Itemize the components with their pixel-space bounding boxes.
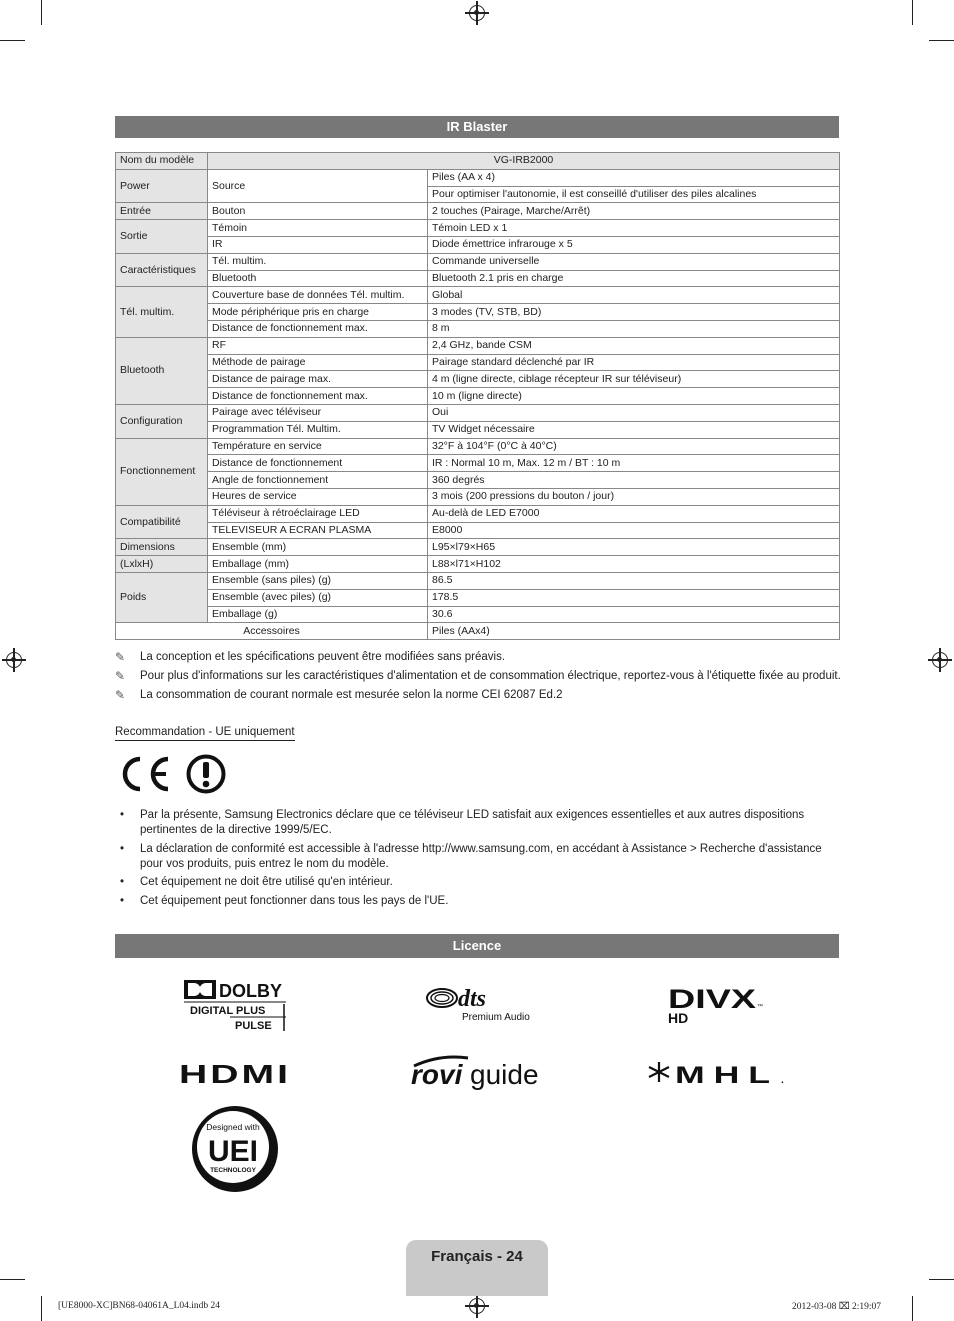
pencil-note-icon: ✎ [115, 669, 126, 683]
spec-table [115, 152, 840, 640]
svg-text:™: ™ [757, 1004, 763, 1010]
value-cell: 4 m (ligne directe, ciblage récepteur IR sur téléviseur) [428, 371, 840, 388]
crop-mark [929, 40, 954, 41]
item-cell: Heures de service [208, 488, 428, 505]
divx-hd-logo-icon [667, 984, 769, 1026]
value-cell: L95×l79×H65 [428, 539, 840, 556]
value-cell: 178.5 [428, 589, 840, 606]
category-cell: Fonctionnement [116, 438, 208, 505]
svg-text:DIVX: DIVX [668, 984, 756, 1014]
category-cell: Power [116, 169, 208, 203]
section-header-licence: Licence [115, 934, 839, 958]
rovi-guide-logo-icon [410, 1052, 546, 1092]
value-cell: TV Widget nécessaire [428, 421, 840, 438]
item-cell: RF [208, 337, 428, 354]
table-row [116, 455, 840, 472]
table-row [116, 354, 840, 371]
notes-list [115, 648, 841, 705]
item-cell: Téléviseur à rétroéclairage LED [208, 505, 428, 522]
table-row [116, 505, 840, 522]
value-cell: 86.5 [428, 572, 840, 589]
dolby-logo-icon [184, 978, 288, 1034]
table-row [116, 488, 840, 505]
table-row [116, 371, 840, 388]
table-row [116, 169, 840, 186]
table-row [116, 287, 840, 304]
recommendation-title: Recommandation - UE uniquement [115, 726, 295, 741]
svg-text:dts: dts [458, 986, 487, 1012]
item-cell: Bluetooth [208, 270, 428, 287]
table-row [116, 421, 840, 438]
table-row [116, 472, 840, 489]
ce-alert-icon [116, 753, 228, 795]
item-cell: Source [208, 169, 428, 203]
item-cell: Distance de fonctionnement max. [208, 320, 428, 337]
item-cell: Angle de fonctionnement [208, 472, 428, 489]
mhl-logo-icon [647, 1058, 791, 1088]
accessories-value-cell: Piles (AAx4) [428, 623, 840, 640]
value-cell: L88×l71×H102 [428, 556, 840, 573]
value-cell: Piles (AA x 4) [428, 169, 840, 186]
crop-mark [41, 0, 42, 25]
item-cell: Mode périphérique pris en charge [208, 304, 428, 321]
value-cell: Global [428, 287, 840, 304]
slug-right: 2012-03-08 ⌧ 2:19:07 [792, 1302, 882, 1312]
item-cell: Température en service [208, 438, 428, 455]
category-cell: Dimensions [116, 539, 208, 556]
category-cell: Configuration [116, 404, 208, 438]
pencil-note-icon: ✎ [115, 688, 126, 702]
value-cell: 2 touches (Pairage, Marche/Arrêt) [428, 203, 840, 220]
crop-mark [0, 1279, 25, 1280]
item-cell: Méthode de pairage [208, 354, 428, 371]
value-cell: 8 m [428, 320, 840, 337]
svg-text:guide: guide [470, 1059, 539, 1090]
category-cell: Bluetooth [116, 337, 208, 404]
table-row [116, 539, 840, 556]
value-cell: Pairage standard déclenché par IR [428, 354, 840, 371]
value-cell: Au-delà de LED E7000 [428, 505, 840, 522]
table-row [116, 203, 840, 220]
svg-text:MHL: MHL [675, 1062, 779, 1088]
crop-mark [929, 1279, 954, 1280]
category-cell: (LxlxH) [116, 556, 208, 573]
svg-text:DIGITAL PLUS: DIGITAL PLUS [190, 1005, 266, 1017]
table-row [116, 572, 840, 589]
svg-text:PULSE: PULSE [235, 1020, 272, 1032]
table-row [116, 320, 840, 337]
svg-text:rovi: rovi [411, 1059, 463, 1090]
value-cell: Oui [428, 404, 840, 421]
crop-mark [912, 1296, 913, 1321]
item-cell: Tél. multim. [208, 253, 428, 270]
list-item: • La déclaration de conformité est accessible à l'adresse http://www.samsung.com, en accédant à Assistance > Recherche d'assistance pour vos produits, puis entrez le nom du modèle. [120, 842, 822, 870]
table-row [116, 623, 840, 640]
svg-text:Designed with: Designed with [206, 1122, 260, 1132]
accessories-label-cell: Accessoires [116, 623, 428, 640]
note-item: ✎ La consommation de courant normale est mesurée selon la norme CEI 62087 Ed.2 [115, 686, 841, 705]
category-cell: Poids [116, 572, 208, 622]
value-cell: 3 modes (TV, STB, BD) [428, 304, 840, 321]
table-row [116, 236, 840, 253]
item-cell: Emballage (mm) [208, 556, 428, 573]
svg-text:.: . [781, 1075, 784, 1086]
value-cell: Commande universelle [428, 253, 840, 270]
value-cell: 360 degrés [428, 472, 840, 489]
table-row [116, 337, 840, 354]
category-cell: Sortie [116, 220, 208, 254]
item-cell: Emballage (g) [208, 606, 428, 623]
item-cell: Programmation Tél. Multim. [208, 421, 428, 438]
model-value-cell: VG-IRB2000 [208, 153, 840, 170]
page-label: Français - 24 [431, 1248, 523, 1265]
section-header-ir-blaster: IR Blaster [115, 116, 839, 138]
item-cell: Bouton [208, 203, 428, 220]
list-item: • Cet équipement peut fonctionner dans tous les pays de l'UE. [120, 894, 449, 907]
item-cell: Distance de fonctionnement max. [208, 388, 428, 405]
value-cell: Pour optimiser l'autonomie, il est conseillé d'utiliser des piles alcalines [428, 186, 840, 203]
uei-technology-logo-icon [189, 1103, 281, 1195]
category-cell: Caractéristiques [116, 253, 208, 287]
item-cell: Ensemble (avec piles) (g) [208, 589, 428, 606]
table-row [116, 220, 840, 237]
category-cell: Tél. multim. [116, 287, 208, 337]
crop-mark [41, 1296, 42, 1321]
registration-mark-icon [469, 5, 485, 21]
value-cell: Diode émettrice infrarouge x 5 [428, 236, 840, 253]
page-number-tab [406, 1240, 548, 1296]
dts-premium-audio-logo-icon [424, 982, 534, 1024]
svg-text:UEI: UEI [207, 1135, 259, 1168]
category-cell: Compatibilité [116, 505, 208, 539]
hdmi-logo-icon [178, 1058, 294, 1088]
item-cell: Distance de pairage max. [208, 371, 428, 388]
table-row [116, 438, 840, 455]
svg-text:DOLBY: DOLBY [219, 981, 282, 1001]
table-row [116, 606, 840, 623]
table-row [116, 304, 840, 321]
note-item: ✎ La conception et les spécifications peuvent être modifiées sans préavis. [115, 648, 841, 667]
value-cell: Témoin LED x 1 [428, 220, 840, 237]
table-row [116, 404, 840, 421]
value-cell: IR : Normal 10 m, Max. 12 m / BT : 10 m [428, 455, 840, 472]
crop-mark [912, 0, 913, 25]
svg-text:Premium Audio: Premium Audio [462, 1012, 530, 1023]
recommendation-bullets [115, 808, 839, 912]
model-label-cell: Nom du modèle [116, 153, 208, 170]
table-row [116, 522, 840, 539]
item-cell: TELEVISEUR A ECRAN PLASMA [208, 522, 428, 539]
table-row [116, 270, 840, 287]
registration-mark-icon [932, 652, 948, 668]
svg-text:HD: HD [668, 1010, 689, 1026]
svg-text:TECHNOLOGY: TECHNOLOGY [210, 1167, 256, 1174]
value-cell: 32°F à 104°F (0°C à 40°C) [428, 438, 840, 455]
note-item: ✎ Pour plus d'informations sur les caractéristiques d'alimentation et de consommation électrique, reportez-vous à l'étiquette fixée au produit. [115, 667, 841, 686]
table-row [116, 589, 840, 606]
value-cell: Bluetooth 2.1 pris en charge [428, 270, 840, 287]
item-cell: Ensemble (mm) [208, 539, 428, 556]
item-cell: Ensemble (sans piles) (g) [208, 572, 428, 589]
svg-text:HDMI: HDMI [179, 1059, 291, 1088]
value-cell: 30.6 [428, 606, 840, 623]
value-cell: 3 mois (200 pressions du bouton / jour) [428, 488, 840, 505]
item-cell: Témoin [208, 220, 428, 237]
registration-mark-icon [6, 652, 22, 668]
category-cell: Entrée [116, 203, 208, 220]
value-cell: 2,4 GHz, bande CSM [428, 337, 840, 354]
registration-mark-icon [469, 1298, 485, 1314]
item-cell: IR [208, 236, 428, 253]
item-cell: Pairage avec téléviseur [208, 404, 428, 421]
slug-left: [UE8000-XC]BN68-04061A_L04.indb 24 [58, 1301, 221, 1311]
item-cell: Distance de fonctionnement [208, 455, 428, 472]
pencil-note-icon: ✎ [115, 650, 126, 664]
value-cell: E8000 [428, 522, 840, 539]
value-cell: 10 m (ligne directe) [428, 388, 840, 405]
crop-mark [0, 40, 25, 41]
table-row [116, 253, 840, 270]
table-row [116, 388, 840, 405]
list-item: • Par la présente, Samsung Electronics déclare que ce téléviseur LED satisfait aux exigences essentielles et aux autres dispositions pertinentes de la directive 1999/5/EC. [120, 809, 805, 836]
item-cell: Couverture base de données Tél. multim. [208, 287, 428, 304]
list-item: • Cet équipement ne doit être utilisé qu'en intérieur. [120, 876, 393, 888]
table-row [116, 556, 840, 573]
table-row [116, 153, 840, 170]
